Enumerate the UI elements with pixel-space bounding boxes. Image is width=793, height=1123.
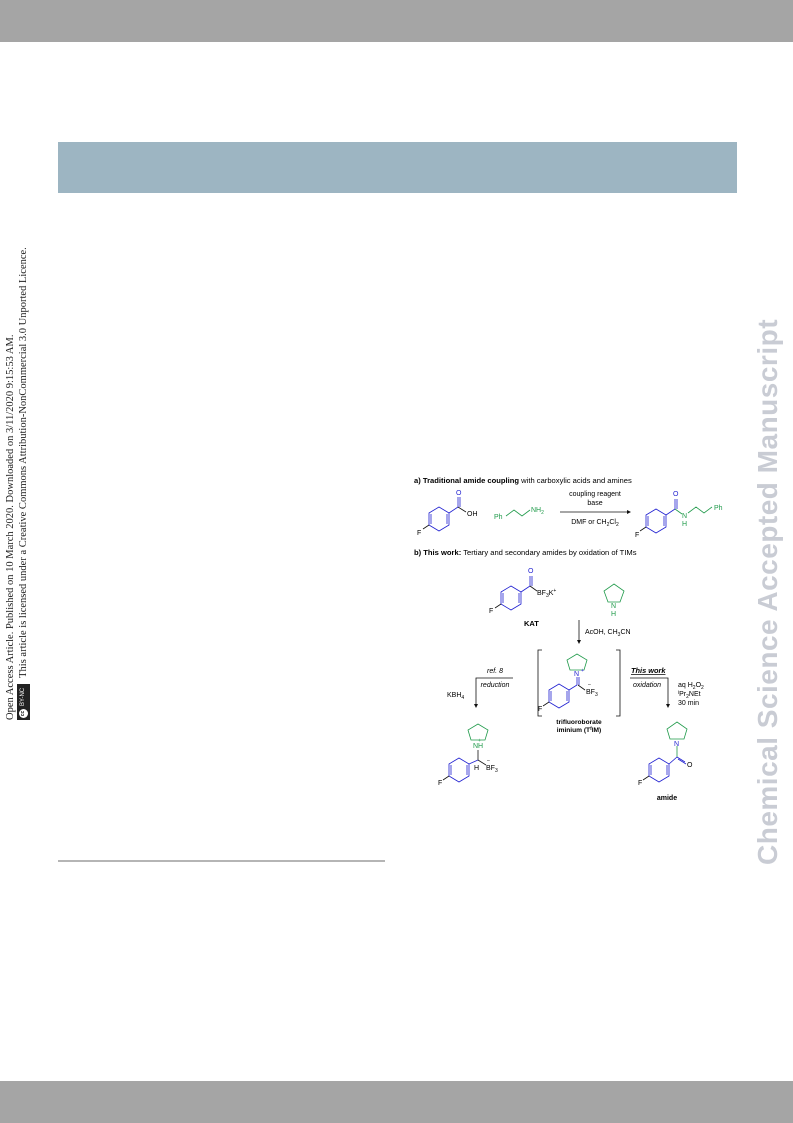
scheme-b-heading — [414, 548, 637, 557]
oxidation-arrowhead — [666, 704, 670, 708]
amide-f-label: F — [638, 780, 643, 787]
kat-f-label: F — [489, 608, 494, 615]
red-f-label: F — [438, 780, 443, 787]
scheme-a-label: a) Traditional amide coupling — [414, 476, 520, 485]
fluorobenzoic-acid — [423, 497, 466, 531]
acoh-condition: AcOH, $CH_3CN$ — [585, 629, 631, 638]
scheme-b-label: b) This work: — [414, 548, 462, 557]
amine-chain — [506, 510, 530, 516]
product-a-f-label: F — [635, 532, 640, 539]
amide-o-label: O — [687, 762, 693, 769]
amine-nh2-label: $NH_2$ — [531, 507, 544, 516]
tim-label-line2: iminium $(T^fIM)$ — [556, 727, 602, 734]
product-a-h-label: H — [682, 521, 688, 528]
amide-n-label: N — [674, 741, 680, 748]
amide-product-b — [643, 722, 687, 782]
cc-icon: cc — [20, 710, 26, 717]
kat-label: KAT — [524, 619, 539, 628]
reduction-arrowhead — [474, 704, 478, 708]
cond-solvent: DMF or $CH_2Cl_2$ — [571, 519, 619, 528]
accepted-manuscript-watermark: Chemical Science Accepted Manuscript — [752, 318, 783, 865]
tim-bf3-label: $BF_3$ — [586, 689, 598, 698]
this-work-label: This work — [631, 666, 666, 675]
scheme-b-rest: Tertiary and secondary amides by oxidation of TIMs — [461, 548, 637, 557]
license-notice-link[interactable]: This article is licensed under a Creative Commons Attribution-NonCommercial 3.0 Unported Licence. — [18, 247, 29, 678]
tim-minus-label: – — [588, 682, 591, 688]
scheme-a-heading — [414, 476, 632, 485]
acoh-arrowhead — [577, 640, 581, 644]
oxidation-label: oxidation — [633, 682, 662, 689]
kat-structure — [495, 576, 537, 610]
amine-ph-label: Ph — [494, 514, 503, 521]
tim-f-label: F — [538, 706, 543, 713]
acid-f-label: F — [417, 530, 422, 537]
right-bracket — [616, 650, 620, 716]
pyrrolidine-structure — [604, 584, 624, 602]
product-amide-a — [640, 499, 712, 533]
pyrrolidine-h-label: H — [611, 611, 617, 618]
red-minus-label: – — [487, 758, 490, 764]
ref8-label: ref. 8 — [487, 668, 503, 675]
tim-plus-label: + — [581, 668, 584, 674]
product-a-o-label: O — [673, 491, 679, 498]
reaction-scheme-svg — [414, 474, 744, 814]
side-license-notice — [4, 160, 40, 720]
scheme-a-rest: with carboxylic acids and amines — [519, 476, 632, 485]
coupling-arrowhead — [627, 510, 631, 514]
cond-coupling: coupling reagent — [569, 491, 621, 498]
tim-n-label: N — [574, 671, 580, 678]
pyrrolidine-n-label: N — [611, 603, 617, 610]
reaction-scheme-figure — [414, 474, 744, 814]
kat-bf3k-label: $BF_3K^+$ — [537, 588, 557, 599]
red-bf3-label: $BF_3$ — [486, 765, 498, 774]
reduction-product — [443, 724, 488, 782]
product-a-n-label: N — [682, 513, 688, 520]
red-h-label: H — [474, 765, 480, 772]
red-nh-label: NH — [473, 743, 484, 750]
top-gray-bar — [0, 0, 793, 42]
time-condition: 30 min — [678, 700, 700, 707]
bottom-gray-bar — [0, 1081, 793, 1123]
acid-o-label: O — [456, 490, 462, 497]
red-plus-label: + — [478, 738, 481, 744]
cond-base: base — [587, 500, 603, 507]
base-condition: $^iPr_2NEt$ — [678, 690, 701, 700]
cc-license-badge[interactable] — [17, 684, 30, 720]
footnote-divider — [58, 860, 385, 862]
h2o2-condition: aq $H_2O_2$ — [678, 682, 704, 691]
kbh4-label: $KBH_4$ — [447, 692, 465, 701]
reduction-label: reduction — [480, 682, 510, 689]
tim-structure — [543, 654, 587, 708]
amide-label: amide — [656, 795, 678, 802]
title-band — [58, 142, 737, 193]
tim-label-line1: trifluoroborate — [556, 719, 602, 726]
open-access-notice: Open Access Article. Published on 10 March 2020. Downloaded on 3/11/2020 9:15:53 AM. — [5, 334, 16, 720]
acid-oh-label: OH — [467, 511, 478, 518]
product-a-ph-label: Ph — [714, 505, 723, 512]
kat-o-label: O — [528, 568, 534, 575]
cc-badge-label: BY-NC — [20, 687, 26, 706]
